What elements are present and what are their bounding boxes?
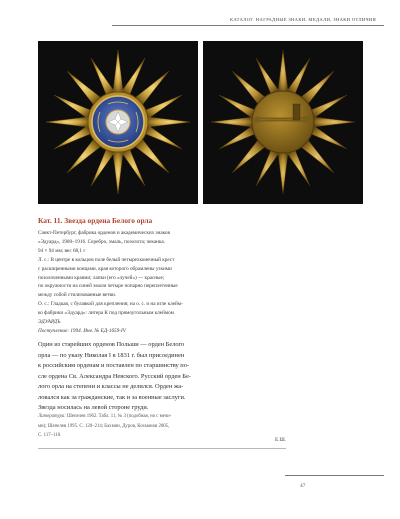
entry-line: позолоченными краями; лапки (его «лучей») — красные; xyxy=(38,274,165,281)
entry-description xyxy=(38,229,213,336)
literature-label: Литература: xyxy=(38,414,66,419)
author-initials: Е.Ш. xyxy=(275,437,286,443)
main-text-line: сле ордена Св. Александра Невского. Русский орден Бе- xyxy=(38,372,191,380)
author-rule xyxy=(38,448,286,449)
entry-line: «Эдуард», 1900–1916. Серебро, эмаль, позолота; чеканка. xyxy=(38,238,165,245)
literature-line: С. 117–118. xyxy=(38,433,62,439)
star-back-image xyxy=(203,41,363,204)
page-number: 47 xyxy=(300,483,306,489)
header-rule xyxy=(112,25,384,26)
entry-line: О. с.: Гладкая, с булавкой для крепления; на о. с. и на игле клейм- xyxy=(38,301,183,308)
entry-line: Л. с.: В центре в кольцом поле белый четырехконечный крест xyxy=(38,256,175,263)
footer-rule xyxy=(285,475,384,476)
entry-line: с расширенными концами, края которого обрамлены узкими xyxy=(38,265,172,272)
literature-line: Литература: Шепелев 1962. Табл. 11, № 3 (подобная, но с мечи- xyxy=(38,414,172,419)
literature-line: ми); Шепелев 1995. С. 120–214; Бахмин, Дуров, Кохманов 2005, xyxy=(38,423,170,429)
main-text-line: Один из старейших орденов Польши — орден Белого xyxy=(38,341,185,348)
entry-line: 94 × 94 мм; вес 68,1 г xyxy=(38,247,86,254)
main-text-line: к российским орденам и поставлен по старшинству по- xyxy=(38,362,190,369)
entry-title: Кат. 11. Звезда ордена Белого орла xyxy=(38,216,153,225)
main-text-line: Звезда носилась на левой стороне груди. xyxy=(38,404,149,411)
literature xyxy=(38,412,284,441)
entry-mark: ЭДУАРДЪ xyxy=(38,319,61,326)
entry-line: между собой стилизованные ветви. xyxy=(38,292,117,299)
entry-accession: Поступление: 1994. Инв. № ЕД-1659-IV xyxy=(38,327,126,334)
entry-line: по окружности на синей эмали четыре попарно переплетенные xyxy=(38,283,178,290)
star-front-image xyxy=(38,41,198,204)
star-front-photo xyxy=(38,41,198,204)
entry-line: ко фабрики «Эдуард»: литера К под прямоугольным клеймом xyxy=(38,310,174,317)
running-head: КАТАЛОГ. НАГРАДНЫЕ ЗНАКИ, МЕДАЛИ, ЗНАКИ ОТЛИЧИЯ xyxy=(229,17,376,22)
main-text xyxy=(38,340,284,414)
main-text-line: лого орла на степени и классы не делился. Орден жа- xyxy=(38,383,184,390)
main-text-line: ловался как за гражданские, так и за военные заслуги. xyxy=(38,393,186,401)
entry-line: Санкт-Петербург, фабрика орденов и академических знаков xyxy=(38,230,170,236)
star-back-photo xyxy=(203,41,363,204)
main-text-line: орла — по указу Николая I в 1831 г. был присоединен xyxy=(38,351,185,359)
